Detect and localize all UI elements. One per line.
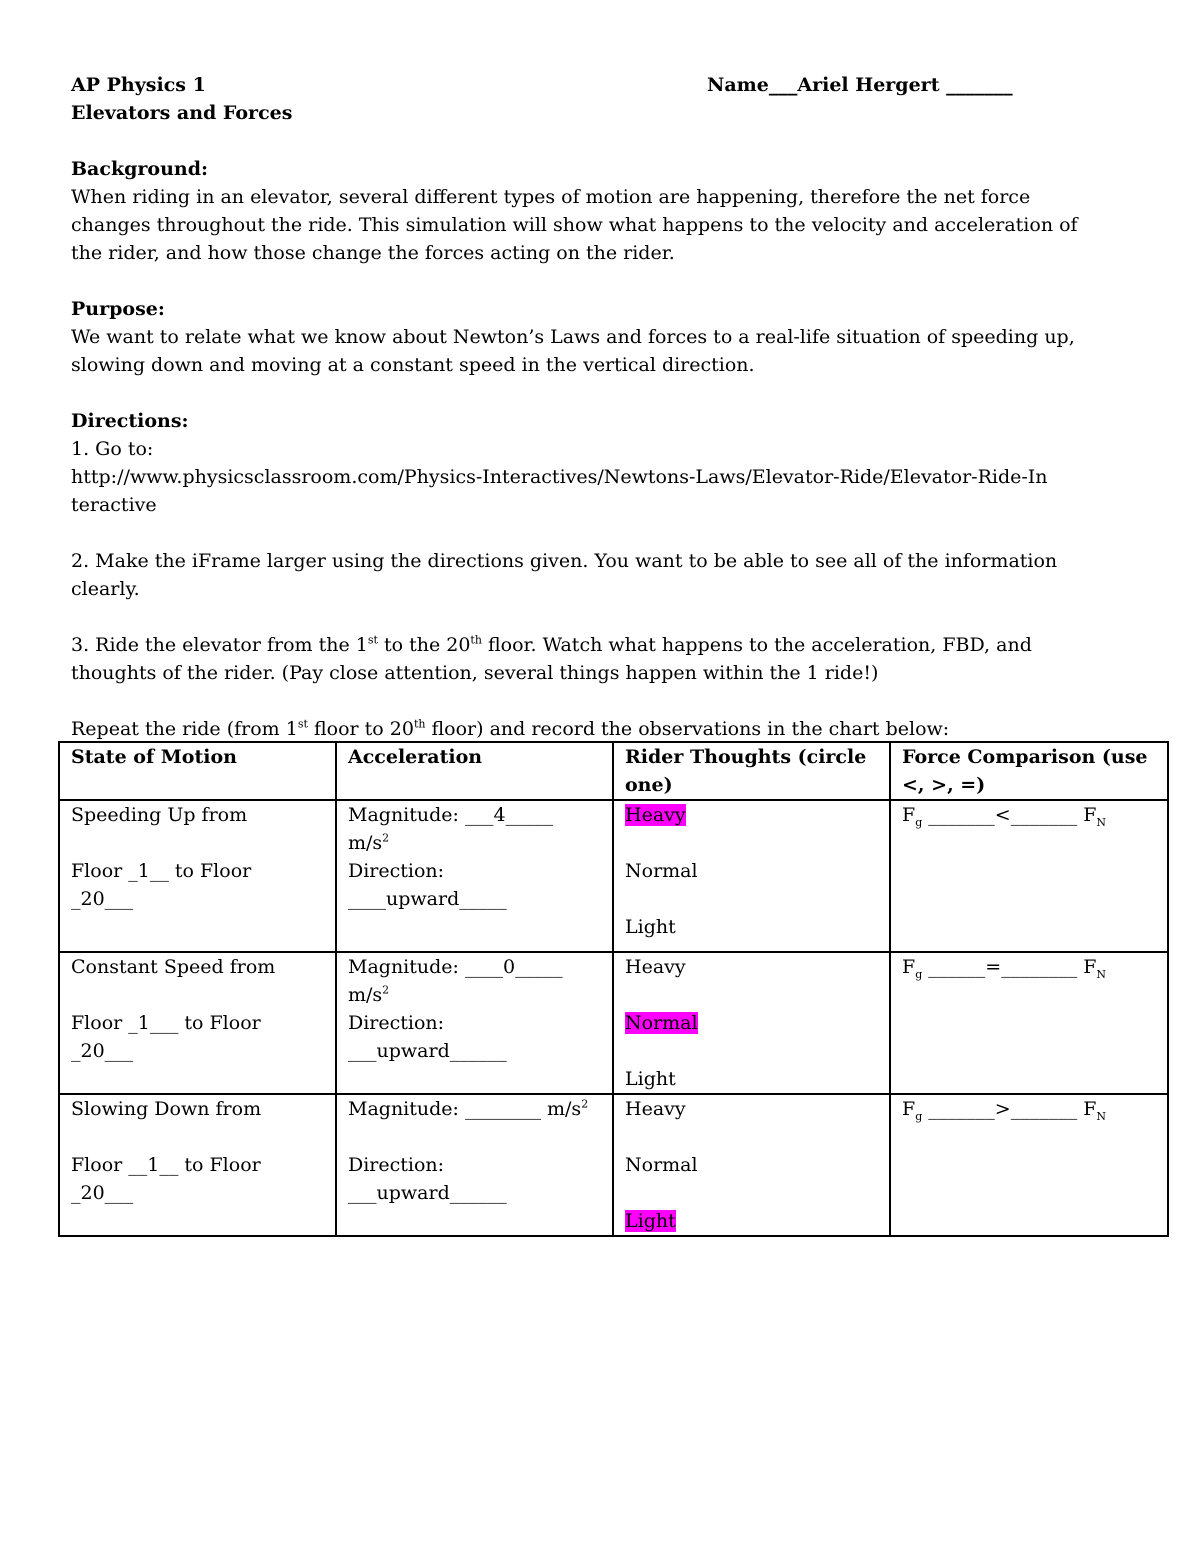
thought-option-selected[interactable]: Normal: [625, 1012, 698, 1034]
table-row: [59, 800, 1168, 952]
column-header-thoughts: Rider Thoughts (circle one): [613, 742, 890, 800]
background-heading: Background:: [71, 158, 208, 180]
force-cell: $F_g$ _______<_______ $F_N$: [890, 800, 1168, 952]
simulation-url[interactable]: http://www.physicsclassroom.com/Physics-Interactives/Newtons-Laws/Elevator-Ride/Elevator-Ride-In: [71, 466, 1048, 488]
purpose-line: We want to relate what we know about Newton’s Laws and forces to a real-life situation of speeding up,: [71, 326, 1075, 348]
thought-option[interactable]: Normal: [625, 860, 698, 882]
column-header-force: Force Comparison (use <, >, =): [890, 742, 1168, 800]
thought-option[interactable]: Light: [625, 1068, 676, 1090]
step-2-line: 2. Make the iFrame larger using the directions given. You want to be able to see all of the information: [71, 550, 1058, 572]
thought-option[interactable]: Light: [625, 916, 676, 938]
student-name: Name___Ariel Hergert _______: [707, 74, 1013, 96]
thought-option[interactable]: Heavy: [625, 1098, 686, 1120]
force-cell: $F_g$ _______>_______ $F_N$: [890, 1094, 1168, 1236]
simulation-url-continued[interactable]: teractive: [71, 494, 157, 516]
state-cell: Slowing Down from Floor __1__ to Floor _20___: [59, 1094, 336, 1236]
thought-option[interactable]: Normal: [625, 1154, 698, 1176]
worksheet: [71, 71, 1131, 743]
column-header-acceleration: Acceleration: [336, 742, 613, 800]
observation-table: [58, 741, 1169, 1237]
background-line: the rider, and how those change the forces acting on the rider.: [71, 242, 675, 264]
directions-heading: Directions:: [71, 410, 189, 432]
column-header-state: State of Motion: [59, 742, 336, 800]
thoughts-cell: [613, 800, 890, 952]
state-cell: Speeding Up from Floor _1__ to Floor _20___: [59, 800, 336, 952]
chart-instruction: Repeat the ride (from 1st floor to 20th floor) and record the observations in the chart below:: [71, 717, 950, 740]
acceleration-cell: Magnitude: ____0_____ $m/s^2$ Direction: ___upward______: [336, 952, 613, 1094]
thoughts-cell: [613, 1094, 890, 1236]
step-2-line: clearly.: [71, 578, 140, 600]
table-header-row: [59, 742, 1168, 800]
header: [71, 71, 1131, 99]
worksheet-title: Elevators and Forces: [71, 102, 293, 124]
background-line: changes throughout the ride. This simulation will show what happens to the velocity and acceleration of: [71, 214, 1078, 236]
step-3-line: thoughts of the rider. (Pay close attention, several things happen within the 1 ride!): [71, 662, 879, 684]
course-title: AP Physics 1: [71, 74, 206, 96]
acceleration-cell: Magnitude: ________ $m/s^2$ Direction: ___upward______: [336, 1094, 613, 1236]
purpose-heading: Purpose:: [71, 298, 165, 320]
thought-option[interactable]: Heavy: [625, 956, 686, 978]
acceleration-cell: Magnitude: ___4_____ $m/s^2$ Direction: ____upward_____: [336, 800, 613, 952]
step-1-label: 1. Go to:: [71, 438, 154, 460]
background-line: When riding in an elevator, several different types of motion are happening, therefore the net force: [71, 186, 1031, 208]
purpose-line: slowing down and moving at a constant speed in the vertical direction.: [71, 354, 755, 376]
step-3-line: 3. Ride the elevator from the 1st to the 20th floor. Watch what happens to the acceleration, FBD, and: [71, 633, 1032, 656]
force-cell: $F_g$ ______=________ $F_N$: [890, 952, 1168, 1094]
table-row: [59, 952, 1168, 1094]
table-row: [59, 1094, 1168, 1236]
thought-option-selected[interactable]: Light: [625, 1210, 676, 1232]
thought-option-selected[interactable]: Heavy: [625, 804, 686, 826]
thoughts-cell: [613, 952, 890, 1094]
state-cell: Constant Speed from Floor _1___ to Floor _20___: [59, 952, 336, 1094]
